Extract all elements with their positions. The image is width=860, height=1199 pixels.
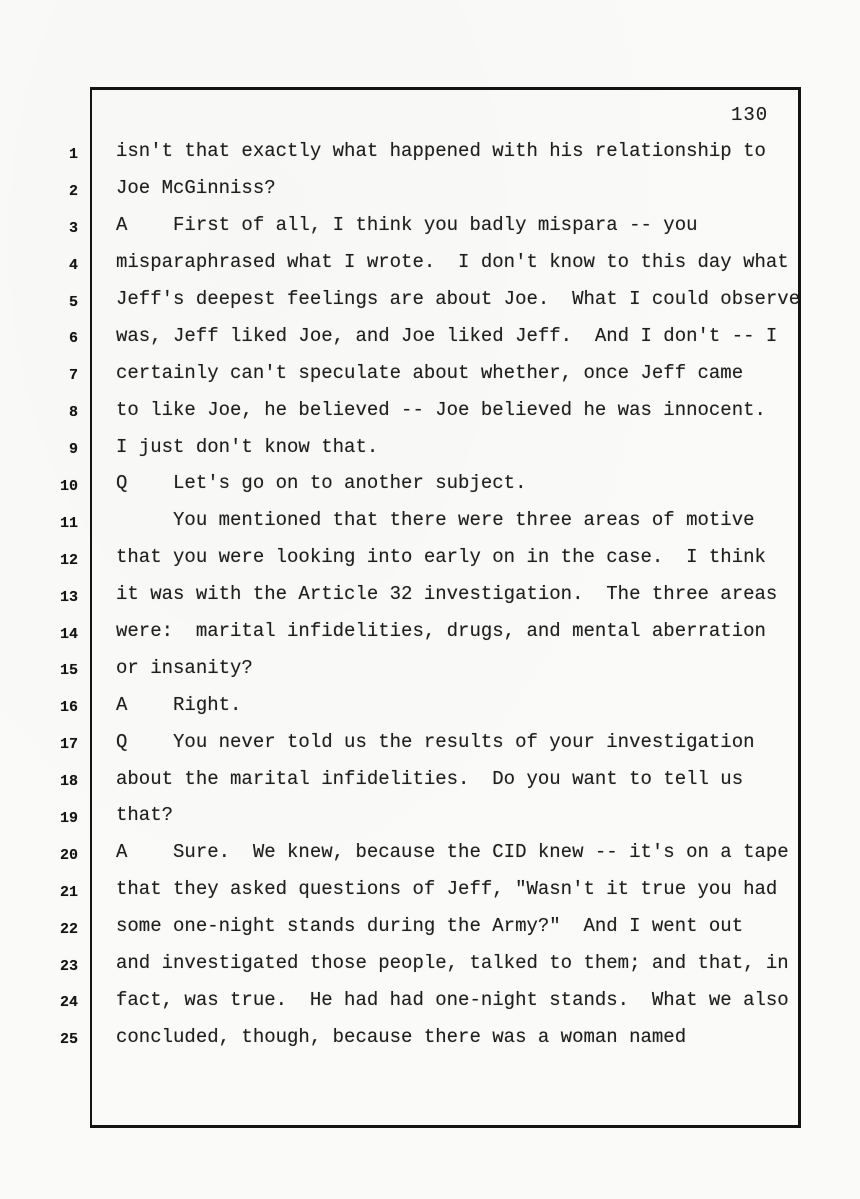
transcript-line-row: [0, 613, 860, 650]
transcript-line-row: [0, 170, 860, 207]
line-text: misparaphrased what I wrote. I don't know to this day what: [116, 251, 789, 274]
line-text: was, Jeff liked Joe, and Joe liked Jeff. And I don't -- I: [116, 324, 778, 347]
line-number: 9: [68, 441, 78, 459]
transcript-line-row: [0, 502, 860, 539]
transcript-line-row: [0, 576, 860, 613]
line-text: to like Joe, he believed -- Joe believed he was innocent.: [116, 398, 766, 421]
line-number: 24: [59, 994, 78, 1012]
transcript-line-row: [0, 981, 860, 1018]
transcript-line-row: [0, 649, 860, 686]
transcript-line-row: [0, 428, 860, 465]
line-number: 19: [59, 809, 78, 827]
transcript-line-row: [0, 723, 860, 760]
transcript-line-row: [0, 465, 860, 502]
line-text: A Sure. We knew, because the CID knew -- it's on a tape: [116, 841, 789, 864]
line-number: 23: [59, 957, 78, 975]
line-number: 2: [68, 182, 78, 200]
line-text: that?: [116, 804, 174, 827]
line-text: certainly can't speculate about whether, once Jeff came: [116, 361, 744, 384]
line-number: 12: [59, 551, 78, 569]
line-number: 21: [59, 883, 78, 901]
line-number: 14: [59, 625, 78, 643]
transcript-line-row: [0, 871, 860, 908]
line-text: it was with the Article 32 investigation. The three areas: [116, 583, 778, 606]
line-text: I just don't know that.: [116, 435, 379, 458]
transcript-line-row: [0, 1018, 860, 1055]
line-text: that you were looking into early on in the case. I think: [116, 546, 766, 569]
line-number: 17: [59, 736, 78, 754]
line-text: A First of all, I think you badly mispara -- you: [116, 214, 698, 237]
line-number: 13: [59, 588, 78, 606]
transcript-line-row: [0, 686, 860, 723]
line-number: 22: [59, 920, 78, 938]
line-number: 25: [59, 1031, 78, 1049]
line-number: 15: [59, 662, 78, 680]
transcript-line-row: [0, 760, 860, 797]
transcript-line-row: [0, 317, 860, 354]
transcript-line-row: [0, 354, 860, 391]
line-text: concluded, though, because there was a woman named: [116, 1025, 687, 1048]
line-number: 5: [68, 293, 78, 311]
line-number: 8: [68, 404, 78, 422]
line-number: 10: [59, 477, 78, 495]
page-number: 130: [731, 104, 769, 126]
transcript-line-row: [0, 539, 860, 576]
line-text: You mentioned that there were three areas of motive: [116, 509, 755, 532]
transcript-line-row: [0, 908, 860, 945]
line-number: 18: [59, 773, 78, 791]
transcript-lines: [0, 133, 860, 1055]
line-number: 11: [59, 514, 78, 532]
line-text: A Right.: [116, 693, 242, 716]
line-text: or insanity?: [116, 656, 253, 679]
line-number: 4: [68, 256, 78, 274]
line-text: some one-night stands during the Army?" And I went out: [116, 915, 744, 938]
line-number: 7: [68, 367, 78, 385]
transcript-line-row: [0, 207, 860, 244]
line-number: 16: [59, 699, 78, 717]
line-text: isn't that exactly what happened with his relationship to: [116, 140, 766, 163]
transcript-line-row: [0, 281, 860, 318]
transcript-line-row: [0, 244, 860, 281]
line-number: 3: [68, 219, 78, 237]
line-text: that they asked questions of Jeff, "Wasn't it true you had: [116, 878, 778, 901]
transcript-line-row: [0, 797, 860, 834]
line-number: 1: [68, 145, 78, 163]
line-text: fact, was true. He had had one-night stands. What we also: [116, 988, 789, 1011]
line-number: 6: [68, 330, 78, 348]
transcript-line-row: [0, 133, 860, 170]
line-text: Jeff's deepest feelings are about Joe. What I could observe: [116, 288, 801, 310]
line-text: Q Let's go on to another subject.: [116, 472, 527, 495]
line-text: were: marital infidelities, drugs, and mental aberration: [116, 620, 766, 643]
line-number: 20: [59, 846, 78, 864]
transcript-line-row: [0, 391, 860, 428]
transcript-line-row: [0, 945, 860, 982]
line-text: Joe McGinniss?: [116, 177, 276, 200]
line-text: and investigated those people, talked to them; and that, in: [116, 952, 789, 975]
line-text: about the marital infidelities. Do you want to tell us: [116, 767, 744, 790]
transcript-line-row: [0, 834, 860, 871]
line-text: Q You never told us the results of your investigation: [116, 730, 755, 753]
